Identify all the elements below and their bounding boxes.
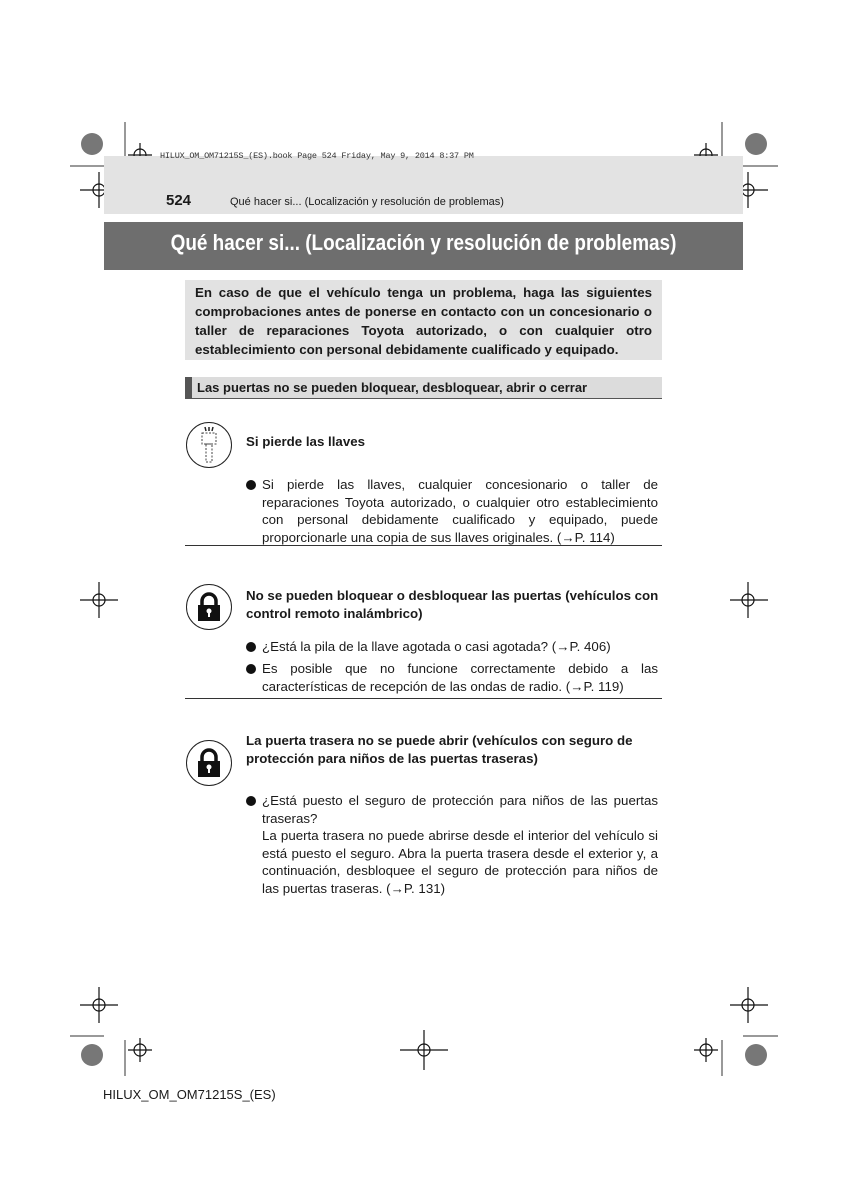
running-head: Qué hacer si... (Localización y resolución de problemas) bbox=[230, 196, 504, 208]
footer-code: HILUX_OM_OM71215S_(ES) bbox=[103, 1087, 276, 1102]
page-title: Qué hacer si... (Localización y resolución de problemas) bbox=[170, 230, 677, 255]
item-heading: No se pueden bloquear o desbloquear las puertas (vehículos con control remoto inalámbrico) bbox=[246, 588, 659, 621]
bullet-item: ¿Está la pila de la llave agotada o casi agotada? (→P. 406) bbox=[246, 638, 658, 656]
section-heading bbox=[185, 377, 662, 399]
divider bbox=[185, 698, 662, 699]
bullet-note: La puerta trasera no puede abrirse desde el interior del vehículo si está puesto el seguro. Abra la puerta trasera desde el exterior y, a continuación, desbloquee el seguro de protección para niños de las puertas traseras. (→P. 131) bbox=[262, 828, 658, 896]
intro-box bbox=[185, 280, 662, 360]
intro-text: En caso de que el vehículo tenga un problema, haga las siguientes comprobaciones antes de ponerse en contacto con un concesionario o taller de reparaciones Toyota autorizado, o con cualquier otro establecimiento con personal debidamente cualificado y equipado. bbox=[195, 285, 652, 357]
lost-key-icon bbox=[186, 422, 232, 468]
section-heading-text: Las puertas no se pueden bloquear, desbloquear, abrir o cerrar bbox=[197, 380, 588, 395]
book-slug: HILUX_OM_OM71215S_(ES).book Page 524 Friday, May 9, 2014 8:37 PM bbox=[160, 151, 474, 161]
bullet-item: ¿Está puesto el seguro de protección para niños de las puertas traseras? La puerta trasera no puede abrirse desde el interior del vehículo si está puesto el seguro. Abra la puerta trasera desde el exterior y, a continuación, desbloquee el seguro de protección para niños de las puertas traseras. (→P. 131) bbox=[246, 792, 658, 897]
bullet-item: Si pierde las llaves, cualquier concesionario o taller de reparaciones Toyota autorizado, o cualquier otro establecimiento con personal debidamente cualificado y equipado, puede proporcionarle una copia de sus llaves originales. (→P. 114) bbox=[246, 476, 658, 546]
item-heading: La puerta trasera no se puede abrir (vehículos con seguro de protección para niños de las puertas traseras) bbox=[246, 733, 633, 766]
item-heading: Si pierde las llaves bbox=[246, 434, 366, 449]
padlock-icon bbox=[186, 584, 232, 630]
padlock-icon bbox=[186, 740, 232, 786]
bullet-item: Es posible que no funcione correctamente debido a las características de recepción de las ondas de radio. (→P. 119) bbox=[246, 660, 658, 695]
page-number: 524 bbox=[166, 192, 192, 209]
divider bbox=[185, 545, 662, 546]
